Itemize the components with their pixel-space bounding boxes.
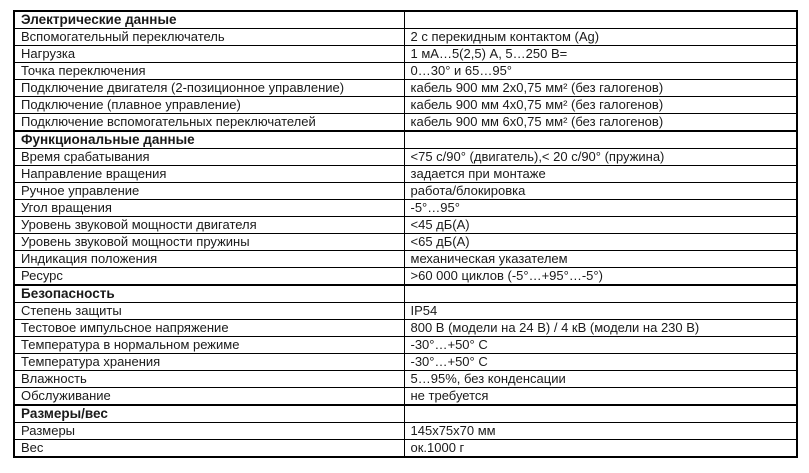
spec-value: кабель 900 мм 6x0,75 мм² (без галогенов): [404, 114, 797, 132]
spec-label: Уровень звуковой мощности пружины: [14, 234, 404, 251]
spec-value: >60 000 циклов (-5°…+95°…-5°): [404, 268, 797, 286]
spec-label: Температура в нормальном режиме: [14, 337, 404, 354]
section-empty-cell: [404, 285, 797, 303]
table-row: [14, 63, 797, 80]
spec-value: <45 дБ(А): [404, 217, 797, 234]
spec-label: Подключение двигателя (2-позиционное управление): [14, 80, 404, 97]
spec-value: 5…95%, без конденсации: [404, 371, 797, 388]
section-title: Размеры/вес: [14, 405, 404, 423]
spec-value: механическая указателем: [404, 251, 797, 268]
table-row: [14, 114, 797, 132]
section-header-row: [14, 285, 797, 303]
spec-label: Точка переключения: [14, 63, 404, 80]
table-row: [14, 303, 797, 320]
table-row: [14, 354, 797, 371]
spec-label: Подключение (плавное управление): [14, 97, 404, 114]
table-row: [14, 371, 797, 388]
table-row: [14, 268, 797, 286]
section-header-row: [14, 405, 797, 423]
spec-value: кабель 900 мм 4x0,75 мм² (без галогенов): [404, 97, 797, 114]
spec-label: Вес: [14, 440, 404, 458]
spec-value: ок.1000 г: [404, 440, 797, 458]
table-row: [14, 46, 797, 63]
spec-label: Время срабатывания: [14, 149, 404, 166]
spec-value: задается при монтаже: [404, 166, 797, 183]
spec-label: Вспомогательный переключатель: [14, 29, 404, 46]
table-row: [14, 234, 797, 251]
spec-label: Тестовое импульсное напряжение: [14, 320, 404, 337]
table-row: [14, 149, 797, 166]
table-row: [14, 29, 797, 46]
spec-label: Угол вращения: [14, 200, 404, 217]
spec-table-body: [14, 11, 797, 457]
spec-value: не требуется: [404, 388, 797, 406]
section-title: Функциональные данные: [14, 131, 404, 149]
spec-value: 0…30° и 65…95°: [404, 63, 797, 80]
spec-label: Уровень звуковой мощности двигателя: [14, 217, 404, 234]
spec-value: IP54: [404, 303, 797, 320]
spec-value: <65 дБ(А): [404, 234, 797, 251]
table-row: [14, 166, 797, 183]
section-title: Электрические данные: [14, 11, 404, 29]
spec-label: Нагрузка: [14, 46, 404, 63]
spec-value: 2 с перекидным контактом (Ag): [404, 29, 797, 46]
table-row: [14, 388, 797, 406]
spec-label: Направление вращения: [14, 166, 404, 183]
spec-value: работа/блокировка: [404, 183, 797, 200]
section-empty-cell: [404, 405, 797, 423]
table-row: [14, 320, 797, 337]
spec-label: Индикация положения: [14, 251, 404, 268]
spec-value: -30°…+50° C: [404, 337, 797, 354]
section-header-row: [14, 11, 797, 29]
spec-value: 1 мА…5(2,5) А, 5…250 В=: [404, 46, 797, 63]
section-title: Безопасность: [14, 285, 404, 303]
table-row: [14, 423, 797, 440]
spec-value: -5°…95°: [404, 200, 797, 217]
spec-label: Влажность: [14, 371, 404, 388]
spec-value: 145x75x70 мм: [404, 423, 797, 440]
spec-value: кабель 900 мм 2x0,75 мм² (без галогенов): [404, 80, 797, 97]
section-header-row: [14, 131, 797, 149]
table-row: [14, 97, 797, 114]
spec-label: Подключение вспомогательных переключателей: [14, 114, 404, 132]
table-row: [14, 80, 797, 97]
spec-label: Температура хранения: [14, 354, 404, 371]
spec-label: Обслуживание: [14, 388, 404, 406]
spec-label: Ресурс: [14, 268, 404, 286]
table-row: [14, 200, 797, 217]
spec-table: [13, 10, 798, 458]
spec-value: -30°…+50° C: [404, 354, 797, 371]
spec-value: 800 В (модели на 24 В) / 4 кВ (модели на 230 В): [404, 320, 797, 337]
spec-label: Ручное управление: [14, 183, 404, 200]
table-row: [14, 183, 797, 200]
spec-label: Размеры: [14, 423, 404, 440]
section-empty-cell: [404, 11, 797, 29]
section-empty-cell: [404, 131, 797, 149]
table-row: [14, 251, 797, 268]
spec-value: <75 с/90° (двигатель),< 20 с/90° (пружина): [404, 149, 797, 166]
table-row: [14, 217, 797, 234]
spec-label: Степень защиты: [14, 303, 404, 320]
table-row: [14, 337, 797, 354]
table-row: [14, 440, 797, 458]
